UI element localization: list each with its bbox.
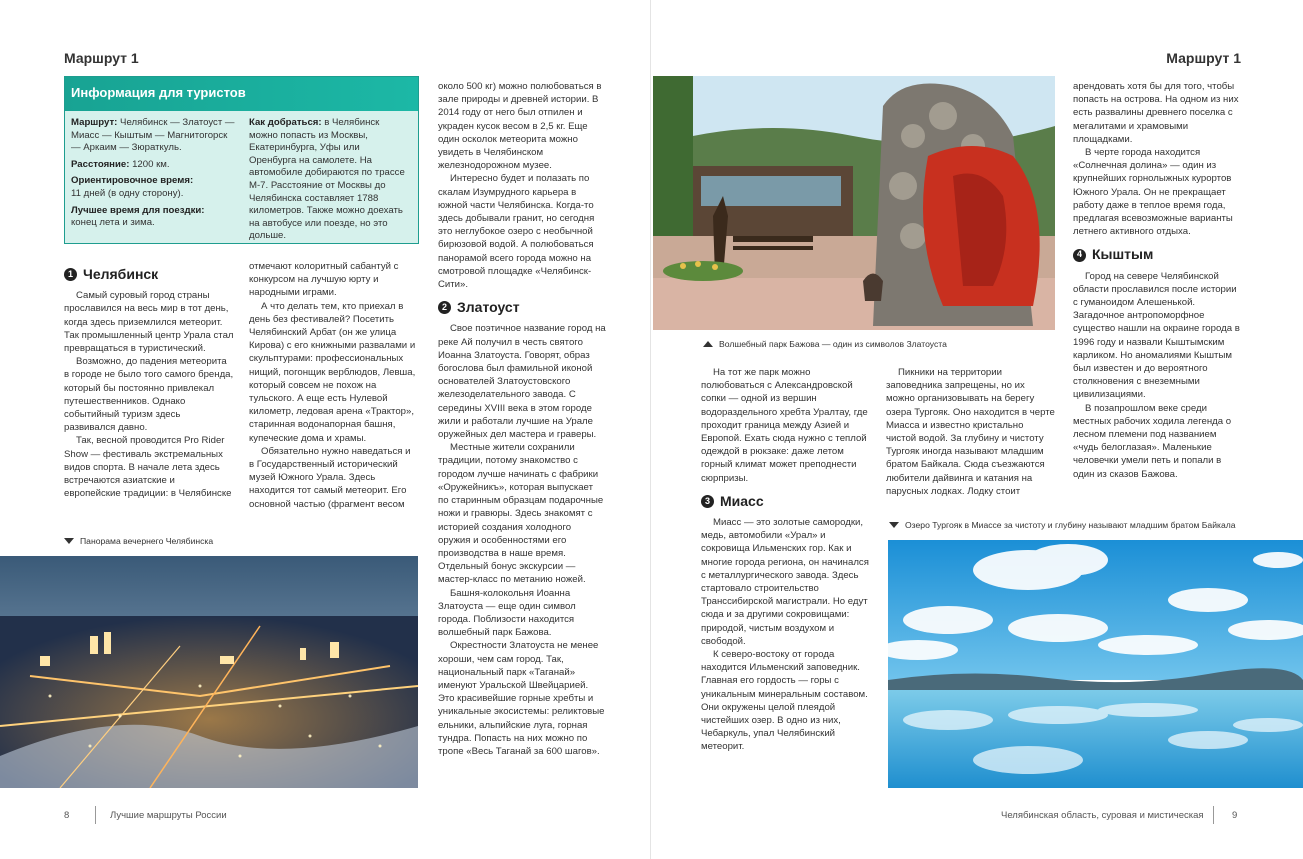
chelyabinsk-column bbox=[64, 258, 234, 500]
caption-arrow-down-icon bbox=[889, 522, 899, 528]
footer-divider bbox=[1213, 806, 1214, 824]
kyshtym-heading bbox=[1073, 248, 1243, 261]
section-number-1: 1 bbox=[64, 268, 77, 281]
running-head: Маршрут 1 bbox=[1166, 50, 1241, 66]
paragraph: отмечают колоритный сабантуй с конкурсом на лучшую юрту и народными играми. bbox=[249, 261, 399, 299]
bazhov-park-photo bbox=[653, 76, 1055, 330]
zlatoust-heading bbox=[438, 301, 606, 314]
text-column-b bbox=[886, 366, 1056, 498]
paragraph: Миасс — это золотые самородки, медь, автомобили «Урал» и сокровища Ильменских гор. Как и многие города региона, он начинался с металлургического завода. Здесь стартовало строительство Транссибирской магистрали. Но едут сюда и за другими сокровищами: природой, чистым воздухом и свободой. bbox=[701, 517, 869, 647]
park-photo-caption bbox=[703, 339, 947, 349]
tourist-info-box bbox=[64, 76, 419, 244]
paragraph: Обязательно нужно наведаться и в Государственный исторический музей Южного Урала. Здесь находится тот самый метеорит. Его основной частью (фрагмент весом bbox=[249, 445, 411, 510]
paragraph: около 500 кг) можно полюбоваться в зале природы и древней истории. В 2014 году от него был отпилен и украден кусок весом в 2,5 кг. Еще один осколок метеорита можно увидеть в Челябинском железнодорожном музее. bbox=[438, 81, 602, 172]
footer-book-title: Лучшие маршруты России bbox=[110, 810, 227, 821]
route-text: Челябинск — Златоуст — Миасс — Кыштым — Магнитогорск — Аркаим — Зюраткуль. bbox=[71, 117, 235, 154]
kyshtym-title: Кыштым bbox=[1092, 246, 1154, 263]
section-number-3: 3 bbox=[701, 495, 714, 508]
distance-label: Расстояние: bbox=[71, 158, 130, 170]
left-page bbox=[0, 0, 651, 859]
paragraph: К северо-востоку от города находится Ильменский заповедник. Главная его гордость — горы с уникальным минеральным составом. Они окружены целой плеядой чистейших озер. В одно из них, Чебаркуль, упал Челябинский метеорит. bbox=[701, 649, 868, 753]
paragraph: Окрестности Златоуста не менее хороши, чем сам город. Так, национальный парк «Таганай» именуют Уральской Швейцарией. Это красивейшие горные хребты и уникальные экосистемы: реликтовые ельники, альпийские луга, горная тундра. Попасть на них можно по тропе «Весь Таганай за 600 шагов». bbox=[438, 640, 605, 757]
time-text: 11 дней (в одну сторону). bbox=[71, 187, 184, 199]
section-number-2: 2 bbox=[438, 301, 451, 314]
time-label: Ориентировочное время: bbox=[71, 175, 194, 187]
caption-arrow-up-icon bbox=[703, 341, 713, 347]
info-box-left-column bbox=[71, 117, 239, 234]
footer-page-number: 9 bbox=[1232, 810, 1238, 821]
chelyabinsk-photo-caption bbox=[64, 536, 213, 546]
paragraph: Башня-колокольня Иоанна Златоуста — еще один символ города. Поблизости находится волшебный парк Бажова. bbox=[438, 587, 576, 639]
paragraph: Так, весной проводится Pro Rider Show — фестиваль экстремальных видов спорта. В начале лета здесь встречаются азиатские и европейские традиции: в Челябинске bbox=[64, 435, 232, 500]
info-box-right-column bbox=[249, 117, 409, 247]
caption-text: Панорама вечернего Челябинска bbox=[80, 536, 214, 546]
footer-page-number: 8 bbox=[64, 810, 70, 821]
caption-text: Озеро Тургояк в Миассе за чистоту и глубину называют младшим братом Байкала bbox=[905, 520, 1236, 530]
miass-title: Миасс bbox=[720, 492, 764, 509]
paragraph: Свое поэтичное название город на реке Ай получил в честь святого Иоанна Златоуста. Говорят, образ богослова был фамильной иконой основателей Златоустовского железоделательного завода. С середины XVIII века в этом городе жили и работали лучшие на Урале оружейных дел мастера и граверы. bbox=[438, 323, 606, 441]
chelyabinsk-heading bbox=[64, 268, 234, 281]
text-column-2 bbox=[249, 260, 417, 511]
paragraph: В черте города находится «Солнечная долина» — один из крупнейших горнолыжных курортов Южного Урала. Он не прекращает работу даже в теплое время года, предлагая всевозможные варианты летнего активного отдыха. bbox=[1073, 147, 1233, 238]
paragraph: В позапрошлом веке среди местных рабочих ходила легенда о лесном племени под названием «чудь белоглазая». Маленькие человечки умели петь и попали в один из сказов Бажова. bbox=[1073, 402, 1232, 480]
info-box-title: Информация для туристов bbox=[65, 77, 418, 111]
chelyabinsk-night-photo bbox=[0, 556, 418, 788]
paragraph: Возможно, до падения метеорита в городе не было того самого бренда, который бы постоянно привлекал путешественников. Однако событийный туризм здесь развивался давно. bbox=[64, 356, 234, 434]
getting-there-label: Как добраться: bbox=[249, 117, 322, 128]
footer-book-subtitle: Челябинская область, суровая и мистическая bbox=[1001, 810, 1204, 821]
text-column-3 bbox=[438, 80, 606, 758]
paragraph: Интересно будет и полазать по скалам Изумрудного карьера в южной части Челябинска. Когда-то здесь добывали гранит, но сегодня это неглубокое озеро с необычной бирюзовой водой. А полюбоваться панорамой всего города можно на смотровой площадке «Челябинск-Сити». bbox=[438, 173, 595, 291]
best-time-label: Лучшее время для поездки: bbox=[71, 204, 205, 216]
paragraph: арендовать хотя бы для того, чтобы попасть на острова. На одном из них есть развалины древнего поселка с мегалитами и храмовыми площадками. bbox=[1073, 81, 1239, 145]
route-label: Маршрут: bbox=[71, 117, 118, 128]
paragraph: А что делать тем, кто приехал в день без фестивалей? Посетить Челябинский Арбат (он же улица Кирова) с его книжными развалами и скульптурами: профессиональных нищий, погонщик верблюдов, Левша, который совсем не похож на тульского. А еще есть Нулевой километр, ледовая арена «Трактор», старинная водонапорная башня, купеческие дома и храмы. bbox=[249, 300, 416, 444]
lake-photo-caption bbox=[889, 520, 1236, 530]
text-column-c bbox=[1073, 80, 1243, 481]
distance-text: 1200 км. bbox=[129, 158, 170, 170]
caption-text: Волшебный парк Бажова — один из символов Златоуста bbox=[719, 339, 947, 349]
getting-there-text: в Челябинск можно попасть из Москвы, Екатеринбурга, Уфы или Оренбурга на самолете. На автомобиле добираются по трассе М-7. Расстояние от Москвы до Челябинска составляет 1788 километров. Также можно доехать на автобусе или поезде, но это дольше. bbox=[249, 117, 405, 242]
section-number-4: 4 bbox=[1073, 249, 1086, 262]
running-head: Маршрут 1 bbox=[64, 50, 139, 66]
paragraph: Пикники на территории заповедника запрещены, но их можно организовывать на берегу озера Тургояк. Оно находится в черте Миасса и известно кристально чистой водой. За глубину и чистоту Тургояк иногда называют младшим братом Байкала. Сюда съезжаются любители дайвинга и катания на парусных лодках. Лодку стоит bbox=[886, 367, 1055, 497]
chelyabinsk-title: Челябинск bbox=[83, 266, 159, 282]
zlatoust-title: Златоуст bbox=[457, 299, 520, 316]
caption-arrow-down-icon bbox=[64, 538, 74, 544]
paragraph: Самый суровый город страны прославился на весь мир в тот день, когда здесь приземлился метеорит. Так промышленный центр Урала стал превращаться в туристический. bbox=[64, 290, 234, 355]
footer-divider bbox=[95, 806, 96, 824]
paragraph: На тот же парк можно полюбоваться с Александровской сопки — одной из вершин водораздельного хребта Уралтау, где проходит граница между Азией и Европой. Ехать сюда нужно с теплой одеждой в рюкзаке: даже летом горный климат может преподнести сюрпризы. bbox=[701, 367, 868, 484]
right-page bbox=[651, 0, 1303, 859]
best-time-text: конец лета и зима. bbox=[71, 217, 155, 229]
text-column-a bbox=[701, 366, 869, 754]
miass-heading bbox=[701, 492, 869, 509]
paragraph: Город на севере Челябинской области прославился после истории с гуманоидом Алешенькой. Загадочное антропоморфное существо нашли на окраине города в 1996 году и назвали Кыштымским карликом. Но аномалиями Кыштым был известен и до вероятного столкновения с внеземными цивилизациями. bbox=[1073, 270, 1240, 401]
turgoyak-lake-photo bbox=[888, 540, 1303, 788]
paragraph: Местные жители сохранили традиции, потому знакомство с городом лучше начинать с фабрики «Оружейникъ», которая выпускает по старинным образцам подарочные ножи и гравюры. Здесь знакомят с историей создания холодного оружия и особенностями его производства в наше время. Отдельный бонус экскурсии — мастер-класс по метанию ножей. bbox=[438, 442, 604, 586]
